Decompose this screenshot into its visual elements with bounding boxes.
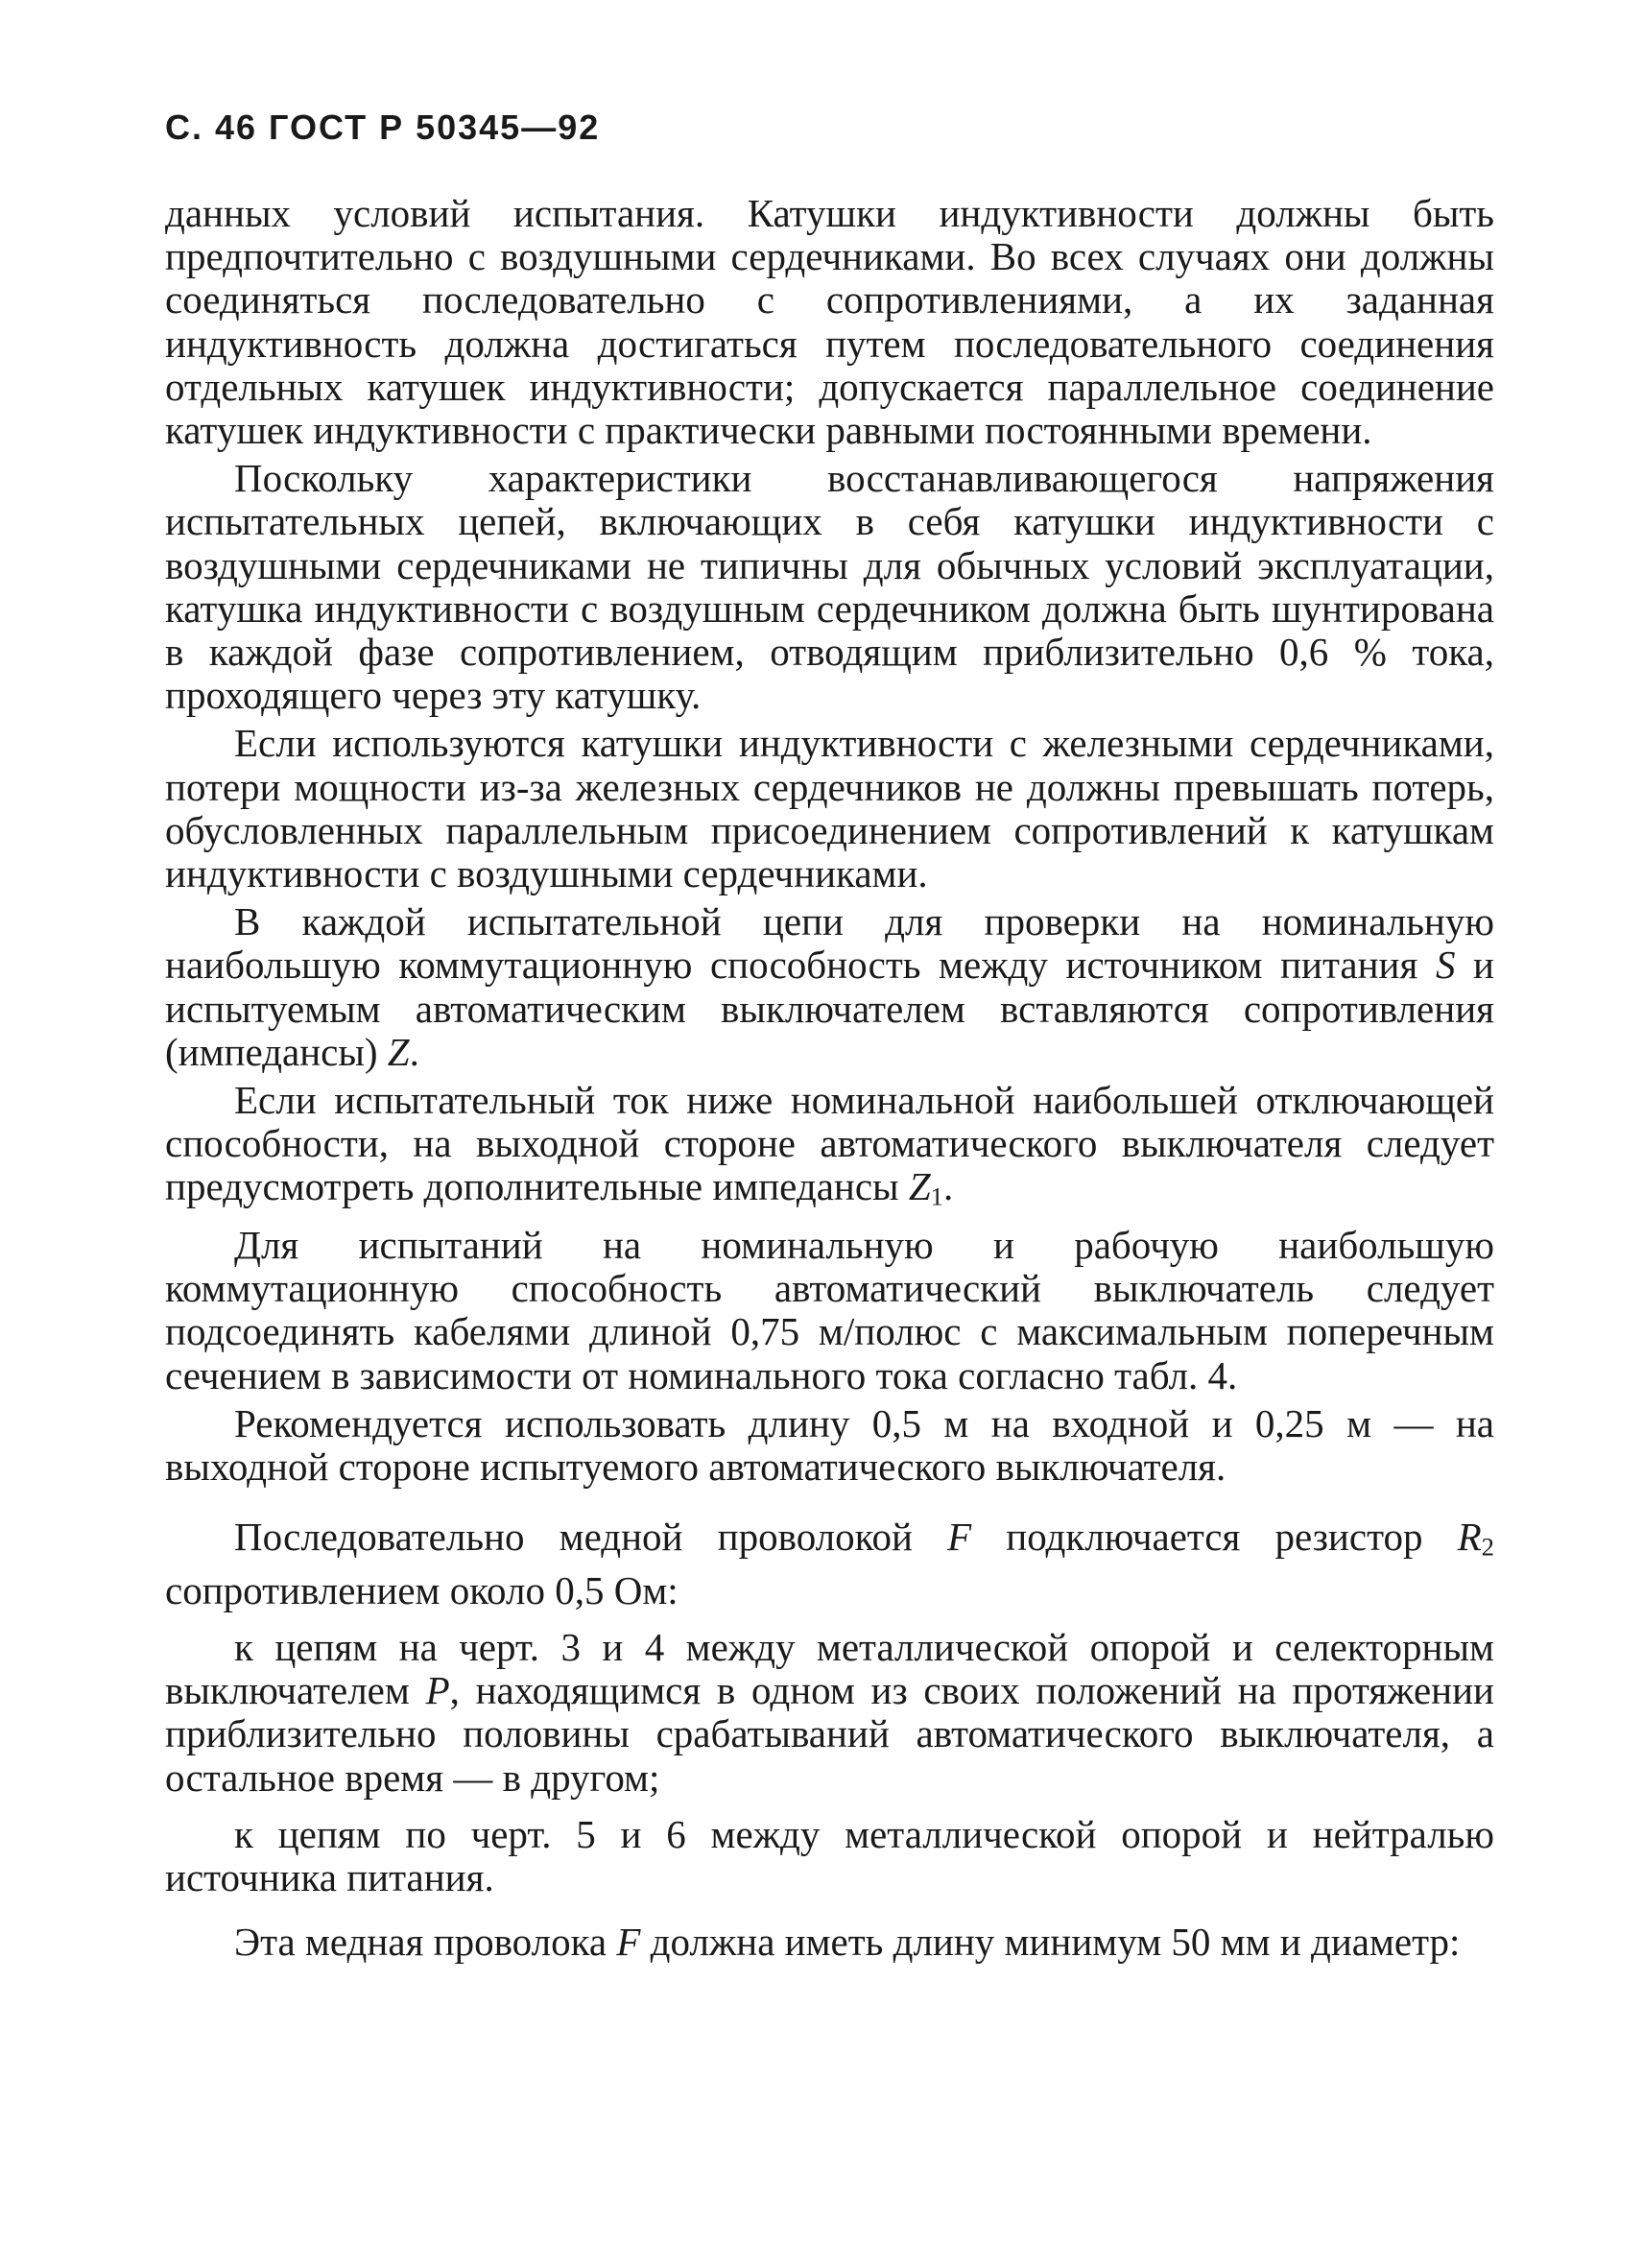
paragraph <box>165 457 1494 717</box>
italic-symbol: P <box>425 1668 450 1713</box>
text-run: сопротивлением около 0,5 Ом: <box>165 1567 679 1612</box>
paragraph <box>165 900 1494 1074</box>
text-run: должна иметь длину минимум 50 мм и диаметр: <box>640 1920 1461 1965</box>
text-run: к цепям на черт. 3 и 4 между металлической опорой и селекторным выключателем <box>165 1624 1494 1713</box>
italic-symbol: R <box>1457 1515 1482 1560</box>
text-run: Эта медная проволока <box>234 1920 617 1965</box>
paragraph <box>165 1626 1494 1800</box>
paragraph <box>165 1813 1494 1899</box>
italic-symbol: Z <box>387 1029 410 1074</box>
italic-symbol: F <box>947 1515 972 1560</box>
text-run: , находящимся в одном из своих положений на протяжении приблизительно половины срабатываний автоматического выключателя, а остальное время — в другом; <box>165 1668 1494 1800</box>
text-run: Если испытательный ток ниже номинальной наибольшей отключающей способности, на выходной стороне автоматического выключателя следует предусмотреть дополнительные импедансы <box>165 1078 1494 1209</box>
paragraph <box>165 1402 1494 1489</box>
paragraph <box>165 1516 1494 1612</box>
text-run: . <box>942 1164 954 1209</box>
text-run: подключается резистор <box>971 1515 1458 1560</box>
paragraph <box>165 1921 1494 1964</box>
paragraph <box>165 1079 1494 1219</box>
text-run: В каждой испытательной цепи для проверки на номинальную наибольшую коммутационную способность между источником питания <box>165 899 1494 988</box>
text-run: Если используются катушки индуктивности с железными сердечниками, потери мощности из-за железных сердечников не должны превышать потерь, обусловленных параллельным присоединением сопротивлений к катушкам индуктивности с воздушными сердечниками. <box>165 721 1494 896</box>
text-run: Рекомендуется использовать длину 0,5 м на входной и 0,25 м — на выходной стороне испытуемого автоматического выключателя. <box>165 1400 1494 1490</box>
subscript: 2 <box>1481 1532 1494 1562</box>
text-run: и испытуемым автоматическим выключателем вставляются сопротивления (импедансы) <box>165 943 1494 1074</box>
italic-symbol: Z <box>908 1164 931 1209</box>
paragraph <box>165 1224 1494 1397</box>
page-header: С. 46 ГОСТ Р 50345—92 <box>165 107 601 147</box>
italic-symbol: S <box>1435 943 1456 988</box>
text-run: Для испытаний на номинальную и рабочую наибольшую коммутационную способность автоматический выключатель следует подсоединять кабелями длиной 0,75 м/полюс с максимальным поперечным сечением в зависимости от номинального тока согласно табл. 4. <box>165 1223 1494 1397</box>
paragraph <box>165 192 1494 452</box>
paragraph <box>165 722 1494 895</box>
body-text <box>165 192 1494 1969</box>
text-run: Последовательно медной проволокой <box>234 1515 948 1560</box>
text-run: . <box>409 1029 419 1074</box>
italic-symbol: F <box>616 1920 641 1965</box>
subscript: 1 <box>930 1182 943 1211</box>
text-run: данных условий испытания. Катушки индуктивности должны быть предпочтительно с воздушными сердечниками. Во всех случаях они должны соединяться последовательно с сопротивлениями, а их заданная индуктивность должна достигаться путем последовательного соединения отдельных катушек индуктивности; допускается параллельное соединение катушек индуктивности с практически равными постоянными времени. <box>165 191 1494 453</box>
text-run: Поскольку характеристики восстанавливающегося напряжения испытательных цепей, включающих в себя катушки индуктивности с воздушными сердечниками не типичны для обычных условий эксплуатации, катушка индуктивности с воздушным сердечником должна быть шунтирована в каждой фазе сопротивлением, отводящим приблизительно 0,6 % тока, проходящего через эту катушку. <box>165 456 1494 718</box>
text-run: к цепям по черт. 5 и 6 между металлической опорой и нейтралью источника питания. <box>165 1811 1494 1899</box>
